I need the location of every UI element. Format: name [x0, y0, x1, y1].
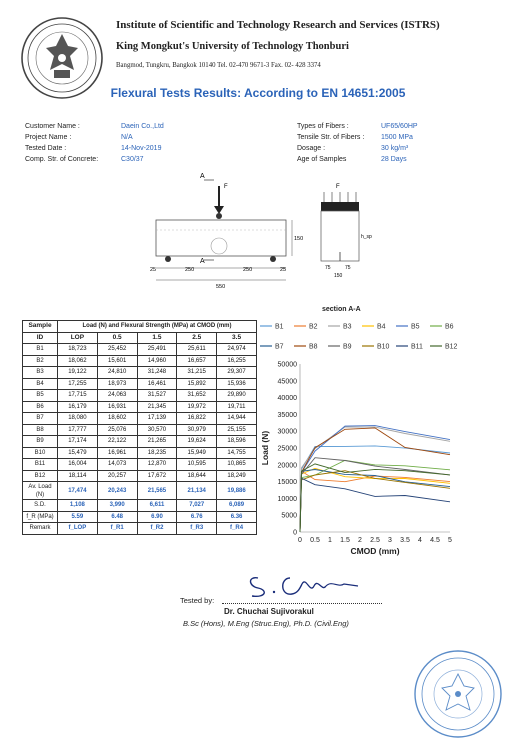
fiber-tensile-value: 1500 MPa	[381, 134, 413, 141]
load-cell: 15,949	[177, 447, 217, 459]
institute-address: Bangmod, Tungkru, Bangkok 10140 Tel. 02-470 9671-3 Fax. 02- 428 3374	[116, 62, 321, 69]
load-cell: 30,979	[177, 424, 217, 436]
load-cell: 14,944	[217, 413, 257, 425]
info-label: Tested Date :	[25, 145, 67, 152]
y-tick-label: 25000	[277, 445, 297, 453]
table-row	[23, 390, 257, 402]
legend-entry: B9	[343, 343, 352, 351]
y-tick-label: 50000	[277, 361, 297, 369]
avg-cell: 21,565	[137, 482, 177, 500]
load-cell: 18,249	[217, 470, 257, 482]
group-header: Load (N) and Flexural Strength (MPa) at CMOD (mm)	[58, 321, 257, 333]
x-tick-label: 1	[328, 537, 332, 544]
customer-name-value: Daein Co.,Ltd	[121, 123, 164, 130]
x-tick-label: 3.5	[400, 537, 410, 544]
load-cell: 25,155	[217, 424, 257, 436]
dim-250-left: 250	[185, 267, 195, 273]
fr-cell: 6.36	[217, 511, 257, 523]
table-row	[23, 447, 257, 459]
load-cell: 31,248	[137, 367, 177, 379]
load-cell: 18,644	[177, 470, 217, 482]
x-tick-label: 4.5	[430, 537, 440, 544]
load-cell: 25,611	[177, 344, 217, 356]
load-cell: 12,870	[137, 459, 177, 471]
x-tick-label: 0.5	[310, 537, 320, 544]
legend-entry: B12	[445, 343, 458, 351]
legend-entry: B1	[275, 323, 284, 331]
sd-label: S.D.	[23, 500, 58, 512]
load-cell: 16,822	[177, 413, 217, 425]
load-cell: 18,723	[58, 344, 98, 356]
load-cell: 15,936	[217, 378, 257, 390]
load-cell: 31,652	[177, 390, 217, 402]
project-name-value: N/A	[121, 134, 133, 141]
legend-entry: B2	[309, 323, 318, 331]
y-tick-label: 40000	[277, 395, 297, 403]
load-cell: 18,062	[58, 355, 98, 367]
table-row	[23, 413, 257, 425]
series-line-b11	[300, 478, 450, 532]
sample-id-cell: B5	[23, 390, 58, 402]
sample-id-cell: B11	[23, 459, 58, 471]
id-header: ID	[23, 332, 58, 344]
avg-cell: 19,886	[217, 482, 257, 500]
section-hsp-label: h_sp	[361, 234, 372, 240]
sd-cell: 6,089	[217, 500, 257, 512]
avg-label-line1: Av. Load	[28, 483, 52, 490]
info-label: Customer Name :	[25, 123, 80, 130]
table-row	[23, 378, 257, 390]
fr-cell: 6.76	[177, 511, 217, 523]
fr-label: f_R (MPa)	[23, 511, 58, 523]
load-label: F	[224, 184, 228, 190]
remark-label: Remark	[23, 523, 58, 535]
fiber-type-value: UF65/60HP	[381, 123, 418, 130]
load-cell: 10,865	[217, 459, 257, 471]
load-cell: 18,973	[97, 378, 137, 390]
table-row	[23, 367, 257, 379]
sample-id-cell: B1	[23, 344, 58, 356]
average-row	[23, 482, 257, 500]
info-right-block	[297, 123, 418, 167]
sample-header: Sample	[23, 321, 58, 333]
avg-cell: 20,243	[97, 482, 137, 500]
table-subheader-row	[23, 332, 257, 344]
dim-250-right: 250	[243, 267, 253, 273]
y-tick-label: 5000	[281, 512, 297, 520]
load-cell: 16,004	[58, 459, 98, 471]
avg-cell: 21,134	[177, 482, 217, 500]
legend-entry: B8	[309, 343, 318, 351]
load-cell: 15,601	[97, 355, 137, 367]
load-cell: 14,073	[97, 459, 137, 471]
col-35: 3.5	[217, 332, 257, 344]
sample-id-cell: B6	[23, 401, 58, 413]
col-lop: LOP	[58, 332, 98, 344]
sd-cell: 7,027	[177, 500, 217, 512]
remark-cell: f_R4	[217, 523, 257, 535]
legend-entry: B3	[343, 323, 352, 331]
section-load-label: F	[336, 184, 340, 190]
sample-id-cell: B12	[23, 470, 58, 482]
sample-age-value: 28 Days	[381, 156, 407, 163]
section-diagram	[316, 180, 372, 278]
load-cell: 20,257	[97, 470, 137, 482]
series-line-b4	[300, 468, 450, 532]
section-dim-75-right: 75	[345, 265, 351, 271]
x-tick-label: 0	[298, 537, 302, 544]
info-label: Age of Samples	[297, 156, 347, 163]
legend-entry: B7	[275, 343, 284, 351]
sample-id-cell: B10	[23, 447, 58, 459]
legend-entry: B11	[411, 343, 423, 351]
load-cell: 18,235	[137, 447, 177, 459]
avg-cell: 17,474	[58, 482, 98, 500]
load-cell: 18,114	[58, 470, 98, 482]
dim-550: 550	[216, 284, 226, 290]
load-cell: 18,596	[217, 436, 257, 448]
info-label: Tensile Str. of Fibers :	[297, 134, 365, 141]
fr-row	[23, 511, 257, 523]
sd-cell: 6,611	[137, 500, 177, 512]
load-cell: 18,080	[58, 413, 98, 425]
load-cell: 21,265	[137, 436, 177, 448]
load-cell: 17,715	[58, 390, 98, 402]
sample-id-cell: B8	[23, 424, 58, 436]
legend-entry: B6	[445, 323, 454, 331]
table-row	[23, 459, 257, 471]
load-cell: 16,961	[97, 447, 137, 459]
report-title: Flexural Tests Results: According to EN 14651:2005	[110, 86, 406, 100]
x-tick-label: 5	[448, 537, 452, 544]
institute-name: Institute of Scientific and Technology Research and Services (ISTRS)	[116, 19, 440, 31]
fr-cell: 6.48	[97, 511, 137, 523]
load-cell: 29,890	[217, 390, 257, 402]
load-cell: 17,255	[58, 378, 98, 390]
load-cell: 18,602	[97, 413, 137, 425]
sample-id-cell: B7	[23, 413, 58, 425]
load-cell: 15,892	[177, 378, 217, 390]
dim-150-height: 150	[294, 236, 304, 242]
dim-25-right: 25	[280, 267, 287, 273]
section-dim-150: 150	[334, 273, 343, 278]
y-tick-label: 10000	[277, 495, 297, 503]
avg-label-line2: (N)	[35, 491, 45, 498]
beam-test-diagram	[140, 168, 310, 290]
sample-id-cell: B9	[23, 436, 58, 448]
load-cell: 25,076	[97, 424, 137, 436]
legend-entry: B4	[377, 323, 386, 331]
fr-cell: 6.90	[137, 511, 177, 523]
dim-25-left: 25	[150, 267, 157, 273]
load-cell: 14,755	[217, 447, 257, 459]
info-label: Dosage :	[297, 145, 326, 152]
info-label: Types of Fibers :	[297, 123, 349, 130]
table-row	[23, 470, 257, 482]
load-cell: 30,570	[137, 424, 177, 436]
sample-id-cell: B2	[23, 355, 58, 367]
handwritten-signature	[240, 566, 370, 606]
load-cell: 25,491	[137, 344, 177, 356]
results-table	[22, 320, 257, 535]
concrete-strength-value: C30/37	[121, 156, 144, 163]
load-cell: 24,974	[217, 344, 257, 356]
load-cell: 19,624	[177, 436, 217, 448]
info-left-block	[25, 123, 164, 167]
load-cell: 10,595	[177, 459, 217, 471]
load-cell: 16,931	[97, 401, 137, 413]
x-tick-label: 3	[388, 537, 392, 544]
legend-entry: B5	[411, 323, 420, 331]
y-tick-label: 30000	[277, 428, 297, 436]
load-cell: 16,657	[177, 355, 217, 367]
sd-cell: 3,990	[97, 500, 137, 512]
load-cell: 14,960	[137, 355, 177, 367]
section-caption: section A-A	[322, 306, 361, 313]
avg-label	[23, 482, 58, 500]
load-cell: 21,345	[137, 401, 177, 413]
load-cell: 17,174	[58, 436, 98, 448]
x-axis-title: CMOD (mm)	[350, 546, 400, 556]
official-stamp	[412, 648, 504, 740]
load-cell: 22,122	[97, 436, 137, 448]
y-tick-label: 15000	[277, 479, 297, 487]
legend-entry: B10	[377, 343, 390, 351]
load-cell: 19,122	[58, 367, 98, 379]
remark-row	[23, 523, 257, 535]
load-cell: 25,452	[97, 344, 137, 356]
load-cell: 15,479	[58, 447, 98, 459]
col-05: 0.5	[97, 332, 137, 344]
load-cell: 16,179	[58, 401, 98, 413]
tester-name: Dr. Chuchai Sujivorakul	[224, 607, 314, 616]
table-row	[23, 401, 257, 413]
x-tick-label: 1.5	[340, 537, 350, 544]
table-row	[23, 344, 257, 356]
info-label: Project Name :	[25, 134, 72, 141]
series-line-b2	[300, 471, 450, 532]
sd-cell: 1,108	[58, 500, 98, 512]
load-cell: 19,711	[217, 401, 257, 413]
remark-cell: f_R3	[177, 523, 217, 535]
y-tick-label: 0	[293, 529, 297, 537]
remark-cell: f_R1	[97, 523, 137, 535]
sample-id-cell: B4	[23, 378, 58, 390]
tested-by-label: Tested by:	[180, 596, 215, 605]
remark-cell: f_LOP	[58, 523, 98, 535]
info-label: Comp. Str. of Concrete:	[25, 156, 99, 163]
table-row	[23, 424, 257, 436]
load-cell: 31,527	[137, 390, 177, 402]
x-tick-label: 2	[358, 537, 362, 544]
load-cell: 16,255	[217, 355, 257, 367]
col-25: 2.5	[177, 332, 217, 344]
section-dim-75-left: 75	[325, 265, 331, 271]
y-tick-label: 45000	[277, 378, 297, 386]
remark-cell: f_R2	[137, 523, 177, 535]
col-15: 1.5	[137, 332, 177, 344]
y-tick-label: 35000	[277, 411, 297, 419]
load-cell: 17,672	[137, 470, 177, 482]
sample-id-cell: B3	[23, 367, 58, 379]
load-cmod-chart	[258, 318, 468, 558]
load-cell: 19,972	[177, 401, 217, 413]
load-cell: 24,063	[97, 390, 137, 402]
y-tick-label: 20000	[277, 462, 297, 470]
table-header-row	[23, 321, 257, 333]
x-tick-label: 4	[418, 537, 422, 544]
load-cell: 16,461	[137, 378, 177, 390]
section-arrow-label-top: A	[200, 173, 205, 180]
dosage-value: 30 kg/m³	[381, 145, 409, 152]
university-name: King Mongkut's University of Technology Thonburi	[116, 41, 349, 52]
load-cell: 29,307	[217, 367, 257, 379]
load-cell: 31,215	[177, 367, 217, 379]
tested-date-value: 14-Nov-2019	[121, 145, 162, 152]
series-line-b9	[300, 458, 450, 532]
load-cell: 24,810	[97, 367, 137, 379]
fr-cell: 5.59	[58, 511, 98, 523]
signature-line	[222, 603, 382, 604]
table-row	[23, 355, 257, 367]
tester-degrees: B.Sc (Hons), M.Eng (Struc.Eng), Ph.D. (Civil.Eng)	[183, 619, 349, 628]
section-arrow-label-bottom: A	[200, 258, 205, 265]
load-cell: 17,139	[137, 413, 177, 425]
sd-row	[23, 500, 257, 512]
y-axis-title: Load (N)	[260, 430, 270, 466]
load-cell: 17,777	[58, 424, 98, 436]
x-tick-label: 2.5	[370, 537, 380, 544]
table-row	[23, 436, 257, 448]
